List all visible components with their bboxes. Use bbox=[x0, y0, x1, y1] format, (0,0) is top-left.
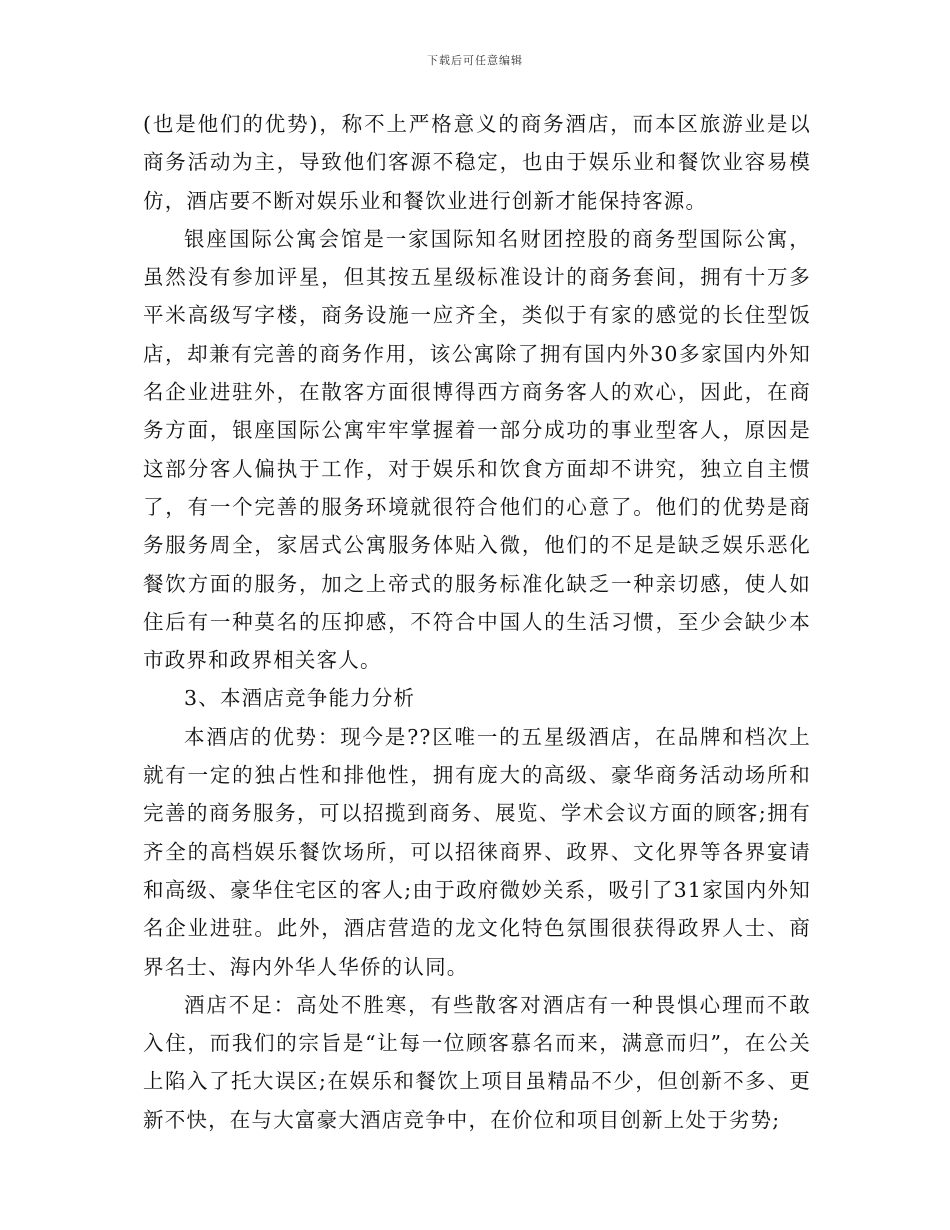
page-header: 下载后可任意编辑 bbox=[427, 54, 523, 67]
paragraph-hotel-shortcomings: 酒店不足：高处不胜寒，有些散客对酒店有一种畏惧心理而不敢入住，而我们的宗旨是“让每一位顾客慕名而来，满意而归”，在公关上陷入了托大误区;在娱乐和餐饮上项目虽精品不少，但创新不多、更新不快，在与大富豪大酒店竞争中，在价位和项目创新上处于劣势; bbox=[143, 992, 811, 1132]
paragraph-hotel-advantages: 本酒店的优势：现今是??区唯一的五星级酒店，在品牌和档次上就有一定的独占性和排他性，拥有庞大的高级、豪华商务活动场所和完善的商务服务，可以招揽到商务、展览、学术会议方面的顾客;拥有齐全的高档娱乐餐饮场所，可以招徕商界、政界、文化界等各界宴请和高级、豪华住宅区的客人;由于政府微妙关系，吸引了31家国内外知名企业进驻。此外，酒店营造的龙文化特色氛围很获得政界人士、商界名士、海内外华人华侨的认同。 bbox=[143, 724, 811, 979]
document-body bbox=[143, 105, 811, 1139]
section-heading-competitiveness: 3、本酒店竞争能力分析 bbox=[184, 686, 416, 711]
paragraph-yinzuo-apartment: 银座国际公寓会馆是一家国际知名财团控股的商务型国际公寓，虽然没有参加评星，但其按五星级标准设计的商务套间，拥有十万多平米高级写字楼，商务设施一应齐全，类似于有家的感觉的长住型饭店，却兼有完善的商务作用，该公寓除了拥有国内外30多家国内外知名企业进驻外，在散客方面很博得西方商务客人的欢心，因此，在商务方面，银座国际公寓牢牢掌握着一部分成功的事业型客人，原因是这部分客人偏执于工作，对于娱乐和饮食方面却不讲究，独立自主惯了，有一个完善的服务环境就很符合他们的心意了。他们的优势是商务服务周全，家居式公寓服务体贴入微，他们的不足是缺乏娱乐恶化餐饮方面的服务，加之上帝式的服务标准化缺乏一种亲切感，使人如住后有一种莫名的压抑感，不符合中国人的生活习惯，至少会缺少本市政界和政界相关客人。 bbox=[143, 226, 811, 673]
paragraph-continuation: (也是他们的优势)，称不上严格意义的商务酒店，而本区旅游业是以商务活动为主，导致他们客源不稳定，也由于娱乐业和餐饮业容易模仿，酒店要不断对娱乐业和餐饮业进行创新才能保持客源。 bbox=[143, 112, 811, 213]
